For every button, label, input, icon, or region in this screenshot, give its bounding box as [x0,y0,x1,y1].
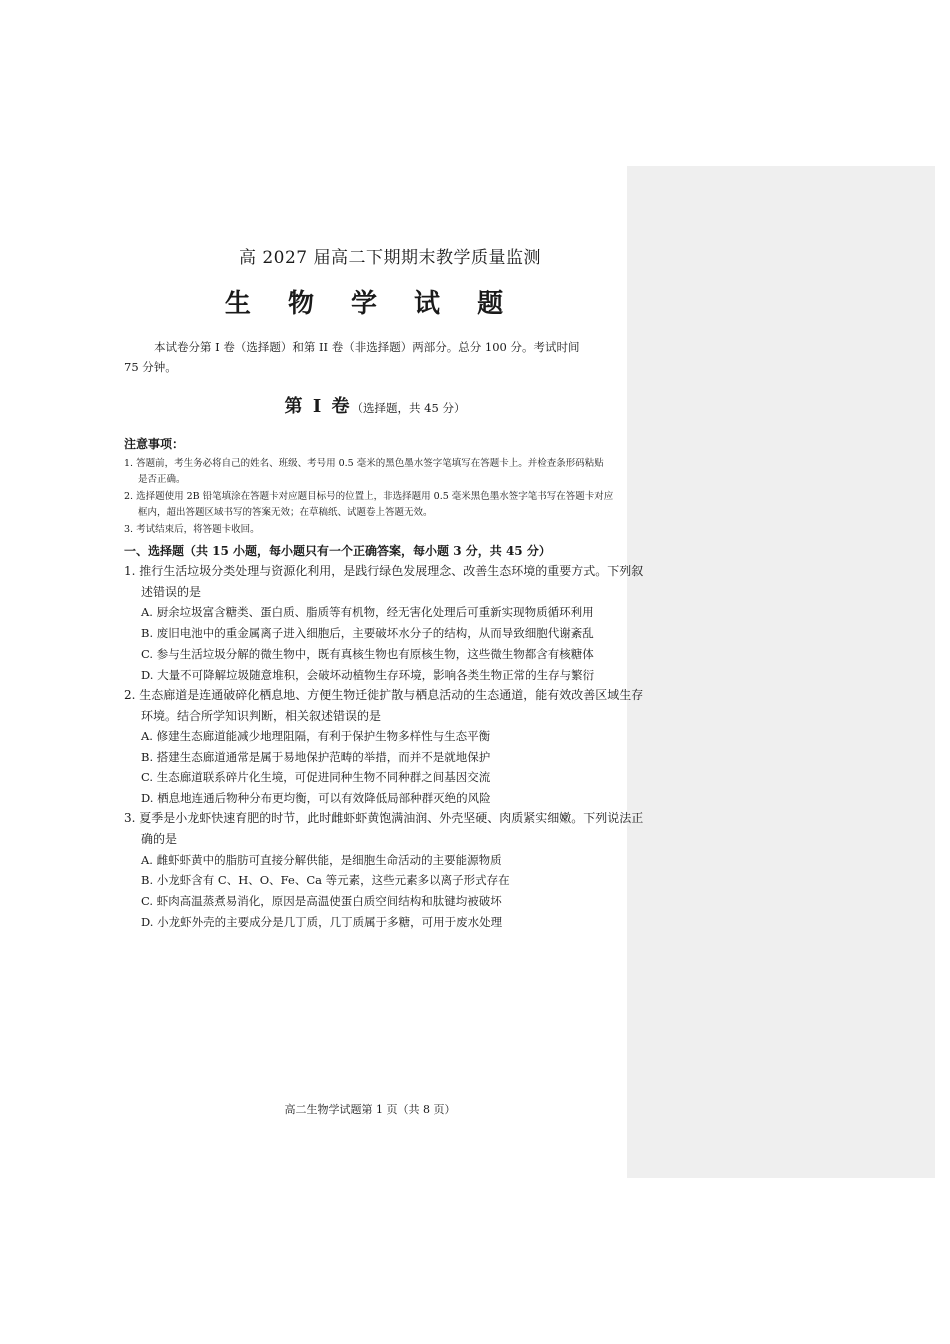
question-1-option-d: D. 大量不可降解垃圾随意堆积，会破坏动植物生存环境，影响各类生物正常的生存与繁衍 [141,668,595,682]
question-3-stem-cont: 确的是 [141,832,178,846]
question-2-stem-cont: 环境。结合所学知识判断，相关叙述错误的是 [141,709,382,723]
notice-item-3 [124,522,622,538]
question-1-stem: 1. 推行生活垃圾分类处理与资源化利用，是践行绿色发展理念、改善生态环境的重要方式。下列叙 [124,564,644,578]
intro-paragraph [124,337,622,377]
section-title: 第 I 卷 [284,396,352,417]
question-2-option-b: B. 搭建生态廊道通常是属于易地保护范畴的举措，而并不是就地保护 [141,750,491,764]
notice-item-line: 3. 考试结束后，将答题卡收回。 [124,524,260,535]
question-3-option-c: C. 虾肉高温蒸煮易消化，原因是高温使蛋白质空间结构和肽键均被破坏 [141,894,502,908]
notice-item-line: 1. 答题前，考生务必将自己的姓名、班级、考号用 0.5 毫米的黑色墨水签字笔填写在答题卡上。并检查条形码粘贴 [124,458,604,469]
question-2-stem: 2. 生态廊道是连通破碎化栖息地、方便生物迁徙扩散与栖息活动的生态通道，能有效改善区域生存 [124,688,644,702]
page-footer: 高二生物学试题第 1 页（共 8 页） [284,1103,456,1116]
subject-title: 生 物 学 试 题 [224,289,518,319]
question-2-option-c: C. 生态廊道联系碎片化生境，可促进同种生物不同种群之间基因交流 [141,770,491,784]
question-1-option-c: C. 参与生活垃圾分解的微生物中，既有真核生物也有原核生物，这些微生物都含有核糖体 [141,647,594,661]
notice-item-line: 框内，超出答题区域书写的答案无效；在草稿纸、试题卷上答题无效。 [138,507,433,518]
question-3-option-d: D. 小龙虾外壳的主要成分是几丁质，几丁质属于多糖，可用于废水处理 [141,915,503,929]
question-3-stem: 3. 夏季是小龙虾快速育肥的时节，此时雌虾虾黄饱满油润、外壳坚硬、肉质紧实细嫩。下列说法正 [124,811,644,825]
question-3-option-a: A. 雌虾虾黄中的脂肪可直接分解供能，是细胞生命活动的主要能源物质 [141,853,502,867]
notice-item-line: 2. 选择题使用 2B 铅笔填涂在答题卡对应题目标号的位置上，非选择题用 0.5 毫米黑色墨水签字笔书写在答题卡对应 [124,491,614,502]
question-3-option-b: B. 小龙虾含有 C、H、O、Fe、Ca 等元素，这些元素多以离子形式存在 [141,873,510,887]
section-subtitle: （选择题，共 45 分） [351,401,466,415]
intro-line-2: 75 分钟。 [124,360,177,374]
question-1-option-a: A. 厨余垃圾富含糖类、蛋白质、脂质等有机物，经无害化处理后可重新实现物质循环利用 [141,605,594,619]
question-2-option-d: D. 栖息地连通后物种分布更均衡，可以有效降低局部种群灭绝的风险 [141,791,491,805]
exam-title: 高 2027 届高二下期期末教学质量监测 [238,248,542,268]
question-2-option-a: A. 修建生态廊道能减少地理阻隔，有利于保护生物多样性与生态平衡 [141,729,491,743]
question-1-stem-cont: 述错误的是 [141,585,202,599]
question-1-option-b: B. 废旧电池中的重金属离子进入细胞后，主要破坏水分子的结构，从而导致细胞代谢紊乱 [141,626,594,640]
intro-line-1: 本试卷分第 I 卷（选择题）和第 II 卷（非选择题）两部分。总分 100 分。考试时间 [154,340,580,354]
notice-item-1 [124,456,622,488]
notice-item-2 [124,489,622,521]
section-heading [0,392,750,418]
notice-item-line: 是否正确。 [138,474,186,485]
notice-label: 注意事项： [124,437,185,451]
part-heading: 一、选择题（共 15 小题，每小题只有一个正确答案，每小题 3 分，共 45 分） [124,544,551,558]
